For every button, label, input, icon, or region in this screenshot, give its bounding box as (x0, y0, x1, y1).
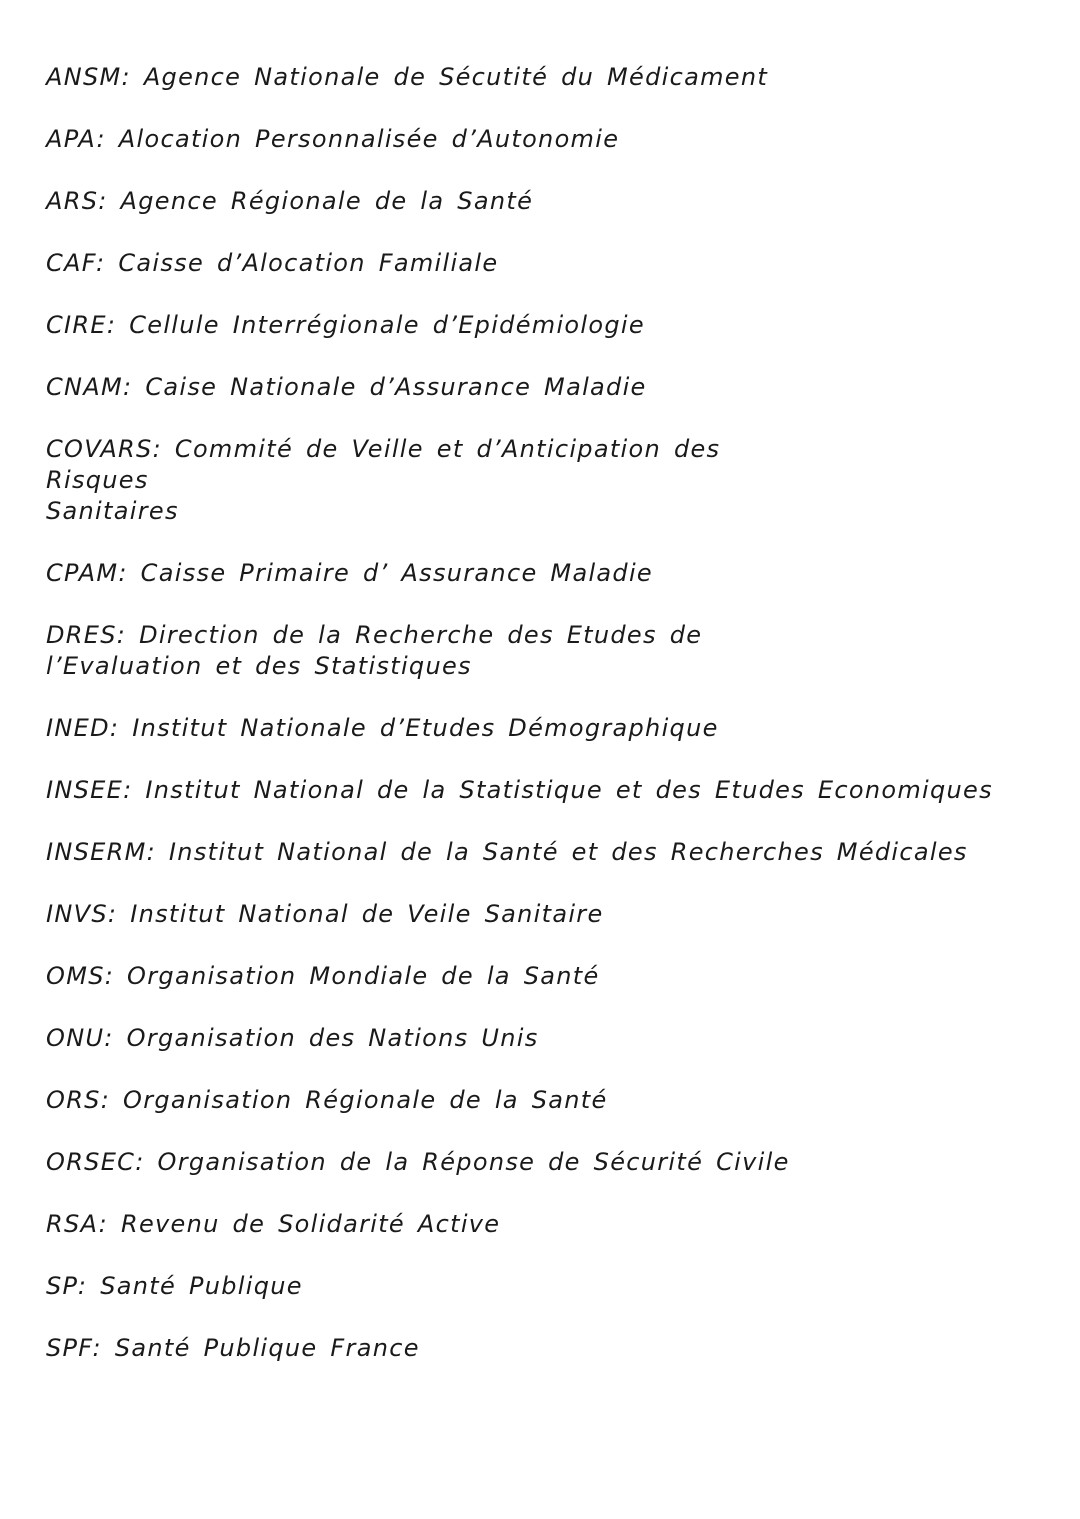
entry-line: INED: Institut Nationale d’Etudes Démographique (46, 714, 719, 742)
entry-line: INSERM: Institut National de la Santé et des Recherches Médicales (46, 838, 968, 866)
glossary-entry-ors (46, 1085, 806, 1116)
entry-line-continued: Sanitaires (46, 497, 179, 525)
glossary-entry-dres (46, 620, 806, 682)
entry-line: INSEE: Institut National de la Statistique et des Etudes Economiques (46, 776, 993, 804)
glossary-entry-cpam (46, 558, 806, 589)
entry-line: SP: Santé Publique (46, 1272, 303, 1300)
glossary-entry-covars (46, 434, 806, 527)
entry-line: ORS: Organisation Régionale de la Santé (46, 1086, 608, 1114)
entry-line: CIRE: Cellule Interrégionale d’Epidémiologie (46, 311, 645, 339)
entry-line: OMS: Organisation Mondiale de la Santé (46, 962, 600, 990)
glossary-entry-ined (46, 713, 806, 744)
glossary-entry-sp (46, 1271, 806, 1302)
entry-line: ORSEC: Organisation de la Réponse de Sécurité Civile (46, 1148, 790, 1176)
glossary-entry-orsec (46, 1147, 806, 1178)
entry-line: ARS: Agence Régionale de la Santé (46, 187, 534, 215)
glossary-entry-rsa (46, 1209, 806, 1240)
glossary-entry-cire (46, 310, 806, 341)
acronym-glossary-list (46, 62, 1046, 1395)
entry-line: COVARS: Commité de Veille et d’Anticipation des Risques (46, 435, 721, 494)
entry-line: ONU: Organisation des Nations Unis (46, 1024, 539, 1052)
entry-line: APA: Alocation Personnalisée d’Autonomie (46, 125, 620, 153)
entry-line: CNAM: Caise Nationale d’Assurance Maladie (46, 373, 647, 401)
entry-line: INVS: Institut National de Veile Sanitaire (46, 900, 604, 928)
glossary-entry-invs (46, 899, 806, 930)
glossary-entry-onu (46, 1023, 806, 1054)
entry-line: ANSM: Agence Nationale de Sécutité du Médicament (46, 63, 769, 91)
entry-line: SPF: Santé Publique France (46, 1334, 420, 1362)
glossary-entry-apa (46, 124, 806, 155)
entry-line-continued: l’Evaluation et des Statistiques (46, 652, 472, 680)
glossary-entry-spf (46, 1333, 806, 1364)
glossary-entry-ars (46, 186, 806, 217)
glossary-entry-inserm (46, 837, 1046, 868)
glossary-entry-insee (46, 775, 1046, 806)
glossary-entry-oms (46, 961, 806, 992)
glossary-entry-cnam (46, 372, 806, 403)
entry-line: DRES: Direction de la Recherche des Etudes de (46, 621, 703, 649)
entry-line: CAF: Caisse d’Alocation Familiale (46, 249, 499, 277)
entry-line: CPAM: Caisse Primaire d’ Assurance Maladie (46, 559, 653, 587)
entry-line: RSA: Revenu de Solidarité Active (46, 1210, 501, 1238)
glossary-entry-caf (46, 248, 806, 279)
glossary-entry-ansm (46, 62, 806, 93)
